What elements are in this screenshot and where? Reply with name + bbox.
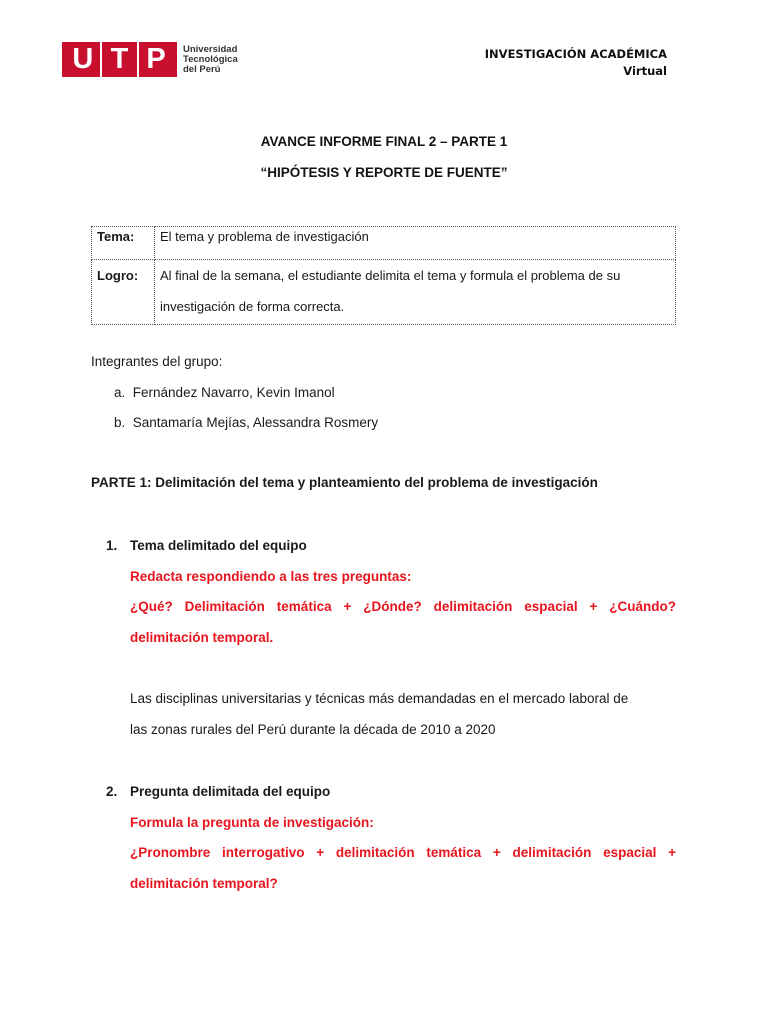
section2-number: 2. bbox=[106, 784, 118, 799]
section2-formula-line2: delimitación temporal? bbox=[130, 876, 278, 891]
logo-letter-u: U bbox=[72, 43, 94, 75]
course-name: INVESTIGACIÓN ACADÉMICA bbox=[484, 47, 667, 61]
section1-formula-line1: ¿Qué? Delimitación temática + ¿Dónde? delimitación espacial + ¿Cuándo? bbox=[130, 599, 676, 614]
list-item: b. Santamaría Mejías, Alessandra Rosmery bbox=[114, 415, 379, 430]
section1-answer-line1: Las disciplinas universitarias y técnicas más demandadas en el mercado laboral de bbox=[130, 691, 629, 706]
course-modality: Virtual bbox=[623, 64, 667, 78]
header-course-info bbox=[485, 46, 667, 80]
section2-formula-line1: ¿Pronombre interrogativo + delimitación temática + delimitación espacial + bbox=[130, 845, 676, 860]
section2-instruction: Formula la pregunta de investigación: bbox=[130, 815, 374, 830]
logo-wordmark: Universidad Tecnológica del Perú bbox=[183, 43, 238, 75]
info-table bbox=[91, 226, 676, 325]
section1-instruction: Redacta respondiendo a las tres preguntas: bbox=[130, 569, 412, 584]
section1-title: Tema delimitado del equipo bbox=[130, 538, 307, 553]
logo-letter-p: P bbox=[146, 43, 166, 75]
group-label: Integrantes del grupo: bbox=[91, 354, 223, 369]
tema-label: Tema: bbox=[92, 227, 155, 260]
document-subtitle: “HIPÓTESIS Y REPORTE DE FUENTE” bbox=[260, 165, 508, 180]
section1-formula-line2: delimitación temporal. bbox=[130, 630, 274, 645]
table-row bbox=[92, 227, 676, 260]
section1-answer-line2: las zonas rurales del Perú durante la década de 2010 a 2020 bbox=[130, 722, 496, 737]
section1-number: 1. bbox=[106, 538, 118, 553]
part1-heading: PARTE 1: Delimitación del tema y planteamiento del problema de investigación bbox=[91, 475, 598, 490]
logro-label: Logro: bbox=[92, 260, 155, 325]
document-title: AVANCE INFORME FINAL 2 – PARTE 1 bbox=[260, 134, 508, 149]
section2-title: Pregunta delimitada del equipo bbox=[130, 784, 331, 799]
utp-logo bbox=[62, 42, 238, 77]
list-item: a. Fernández Navarro, Kevin Imanol bbox=[114, 385, 335, 400]
logo-block bbox=[62, 42, 177, 77]
tema-value: El tema y problema de investigación bbox=[155, 227, 676, 260]
logo-letter-t: T bbox=[110, 43, 129, 75]
logro-value: Al final de la semana, el estudiante delimita el tema y formula el problema de su investigación de forma correcta. bbox=[155, 260, 676, 325]
table-row bbox=[92, 260, 676, 325]
